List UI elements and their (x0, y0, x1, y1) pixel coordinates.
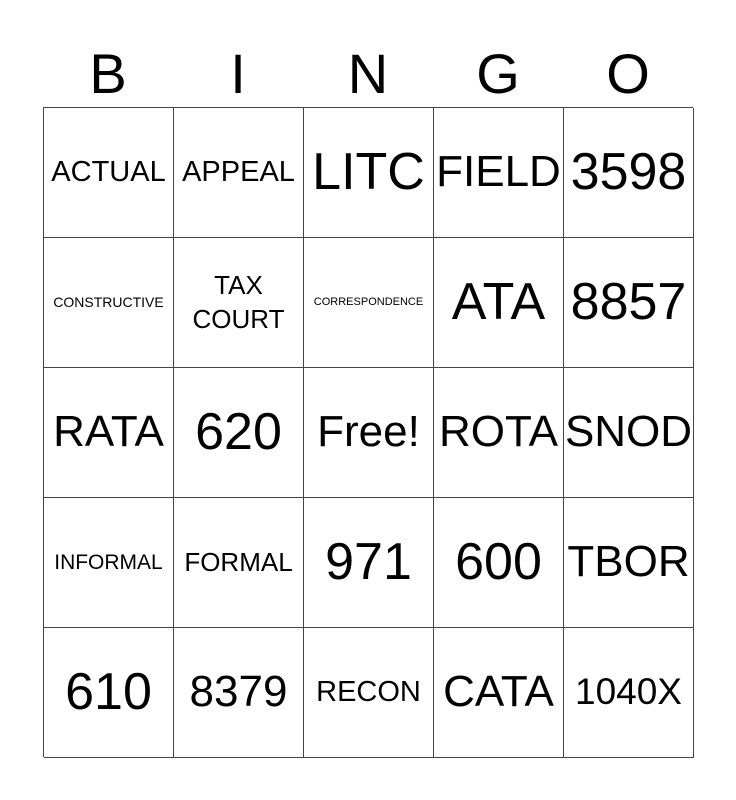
cell-text: RECON (316, 675, 421, 708)
cell-text: APPEAL (182, 155, 295, 188)
cell-text: RATA (53, 407, 164, 457)
cell-text: ACTUAL (51, 155, 166, 188)
bingo-cell[interactable] (304, 498, 434, 628)
header-letter-o: O (606, 42, 650, 105)
cell-text: 600 (455, 532, 542, 591)
cell-text: 971 (325, 532, 412, 591)
bingo-cell[interactable] (304, 238, 434, 368)
header-letter-g: G (476, 42, 520, 105)
bingo-cell[interactable] (564, 238, 694, 368)
cell-text: TAX COURT (192, 269, 285, 334)
cell-text: 610 (65, 662, 152, 721)
bingo-cell[interactable] (44, 108, 174, 238)
cell-text: ROTA (439, 407, 558, 457)
bingo-cell[interactable] (44, 498, 174, 628)
cell-text: 8379 (189, 667, 288, 717)
bingo-cell[interactable] (564, 108, 694, 238)
cell-text: 3598 (570, 142, 687, 201)
bingo-cell[interactable] (174, 108, 304, 238)
bingo-board (43, 107, 693, 757)
cell-text: ATA (451, 272, 546, 331)
bingo-cell[interactable] (434, 628, 564, 758)
bingo-cell[interactable] (174, 628, 304, 758)
cell-text: CORRESPONDENCE (313, 296, 424, 309)
header-letter-i: I (230, 42, 246, 105)
bingo-cell[interactable] (174, 238, 304, 368)
bingo-cell[interactable] (564, 498, 694, 628)
free-space-cell[interactable] (304, 368, 434, 498)
cell-text: 8857 (570, 272, 687, 331)
cell-text: FORMAL (184, 546, 293, 577)
bingo-cell[interactable] (174, 368, 304, 498)
bingo-cell[interactable] (564, 368, 694, 498)
bingo-cell[interactable] (44, 238, 174, 368)
bingo-cell[interactable] (304, 628, 434, 758)
cell-text: CONSTRUCTIVE (53, 293, 164, 310)
cell-text: FIELD (436, 147, 561, 197)
cell-text: LITC (312, 142, 425, 201)
cell-text: INFORMAL (54, 550, 163, 574)
cell-text: SNOD (564, 407, 693, 457)
bingo-cell[interactable] (44, 628, 174, 758)
header-letter-b: B (89, 42, 127, 105)
cell-text: 620 (195, 402, 282, 461)
bingo-cell[interactable] (304, 108, 434, 238)
bingo-header (43, 40, 693, 108)
bingo-cell[interactable] (434, 368, 564, 498)
bingo-cell[interactable] (564, 628, 694, 758)
bingo-cell[interactable] (434, 108, 564, 238)
cell-text: TBOR (567, 537, 690, 587)
cell-text: CATA (443, 667, 554, 717)
bingo-cell[interactable] (44, 368, 174, 498)
cell-text: Free! (317, 407, 420, 457)
cell-text: 1040X (575, 671, 682, 713)
bingo-cell[interactable] (434, 498, 564, 628)
header-letter-n: N (347, 42, 389, 105)
bingo-cell[interactable] (434, 238, 564, 368)
bingo-cell[interactable] (174, 498, 304, 628)
